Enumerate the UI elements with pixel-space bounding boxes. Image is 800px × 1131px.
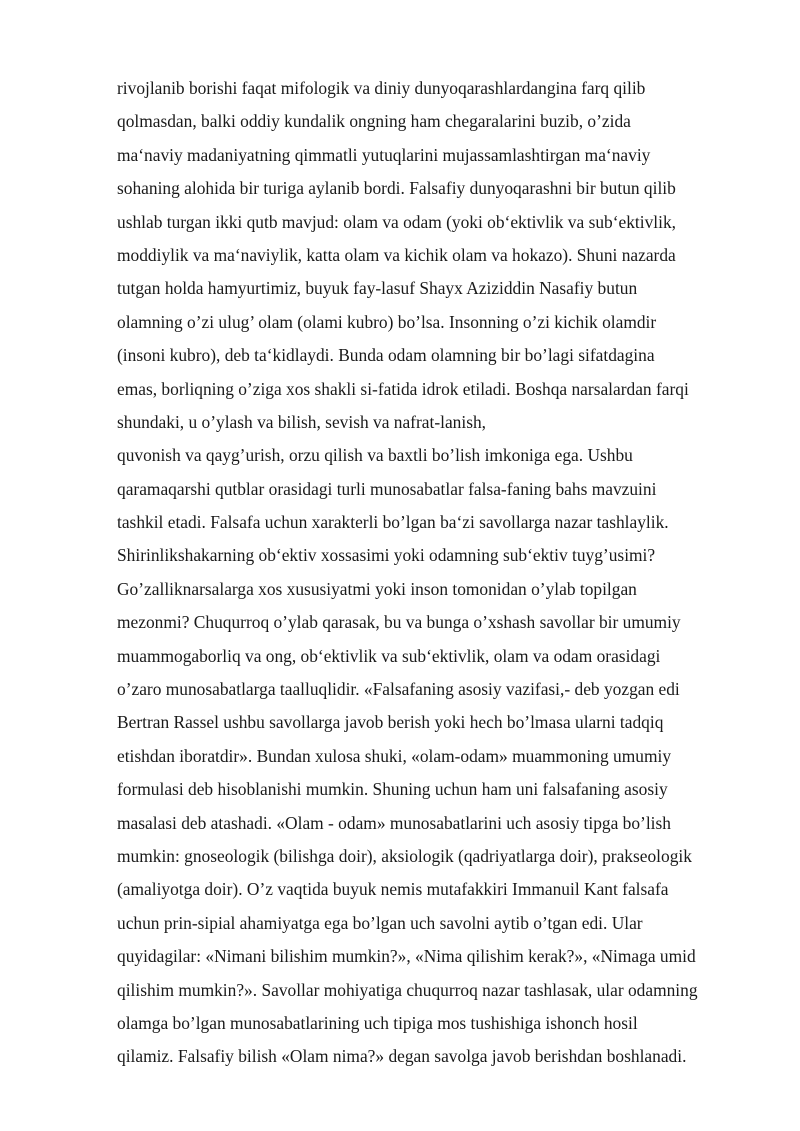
text-line: qolmasdan, balki oddiy kundalik ongning ham chegaralarini buzib, o’zida [117,111,631,132]
text-line: quyidagilar: «Nimani bilishim mumkin?», «Nima qilishim kerak?», «Nimaga umid [117,946,696,967]
text-line: olamga bo’lgan munosabatlarining uch tipiga mos tushishiga ishonch hosil [117,1012,638,1033]
text-line: o’zaro munosabatlarga taalluqlidir. «Falsafaning asosiy vazifasi,- deb yozgan edi [117,679,680,700]
text-line: olamning o’zi ulug’ olam (olami kubro) bo’lsa. Insonning o’zi kichik olamdir [117,311,657,332]
text-line: rivojlanib borishi faqat mifologik va diniy dunyoqarashlardangina farq qilib [117,78,646,98]
text-line: Bertran Rassel ushbu savollarga javob berish yoki hech bo’lmasa ularni tadqiq [117,712,664,733]
text-line: qaramaqarshi qutblar orasidagi turli munosabatlar falsa-faning bahs mavzuini [117,478,657,499]
text-line: formulasi deb hisoblanishi mumkin. Shuning uchun ham uni falsafaning asosiy [117,779,668,800]
text-line: shundaki, u o’ylash va bilish, sevish va nafrat-lanish, [117,411,486,432]
body-text [117,72,757,1074]
text-line: masalasi deb atashadi. «Olam - odam» munosabatlarini uch asosiy tipga bo’lish [117,812,671,833]
text-line: uchun prin-sipial ahamiyatga ega bo’lgan uch savolni aytib o’tgan edi. Ular [117,912,643,933]
text-line: moddiylik va ma‘naviylik, katta olam va kichik olam va hokazo). Shuni nazarda [117,244,676,265]
text-line: Shirinlikshakarning ob‘ektiv xossasimi yoki odamning sub‘ektiv tuyg’usimi? [117,545,656,566]
text-line: sohaning alohida bir turiga aylanib bordi. Falsafiy dunyoqarashni bir butun qilib [117,178,676,199]
text-line: tashkil etadi. Falsafa uchun xarakterli bo’lgan ba‘zi savollarga nazar tashlaylik. [117,512,669,533]
text-line: Go’zalliknarsalarga xos xususiyatmi yoki inson tomonidan o’ylab topilgan [117,578,637,599]
text-line: mezonmi? Chuqurroq o’ylab qarasak, bu va bunga o’xshash savollar bir umumiy [117,612,681,633]
text-line: etishdan iboratdir». Bundan xulosa shuki, «olam-odam» muammoning umumiy [117,745,672,766]
text-line: quvonish va qayg’urish, orzu qilish va baxtli bo’lish imkoniga ega. Ushbu [117,445,633,466]
text-line: mumkin: gnoseologik (bilishga doir), aksiologik (qadriyatlarga doir), prakseologik [117,845,692,866]
text-line: muammogaborliq va ong, ob‘ektivlik va sub‘ektivlik, olam va odam orasidagi [117,645,661,666]
text-line: (amaliyotga doir). O’z vaqtida buyuk nemis mutafakkiri Immanuil Kant falsafa [117,879,669,900]
text-line: tutgan holda hamyurtimiz, buyuk fay-lasuf Shayx Aziziddin Nasafiy butun [117,278,638,299]
text-line: emas, borliqning o’ziga xos shakli si-fatida idrok etiladi. Boshqa narsalardan farqi [117,378,689,399]
text-line: (insoni kubro), deb ta‘kidlaydi. Bunda odam olamning bir bo’lagi sifatdagina [117,345,655,366]
text-line: qilamiz. Falsafiy bilish «Olam nima?» degan savolga javob berishdan boshlanadi. [117,1046,687,1067]
text-line: qilishim mumkin?». Savollar mohiyatiga chuqurroq nazar tashlasak, ular odamning [117,979,698,1000]
text-line: ushlab turgan ikki qutb mavjud: olam va odam (yoki ob‘ektivlik va sub‘ektivlik, [117,211,676,232]
text-line: ma‘naviy madaniyatning qimmatli yutuqlarini mujassamlashtirgan ma‘naviy [117,144,651,165]
